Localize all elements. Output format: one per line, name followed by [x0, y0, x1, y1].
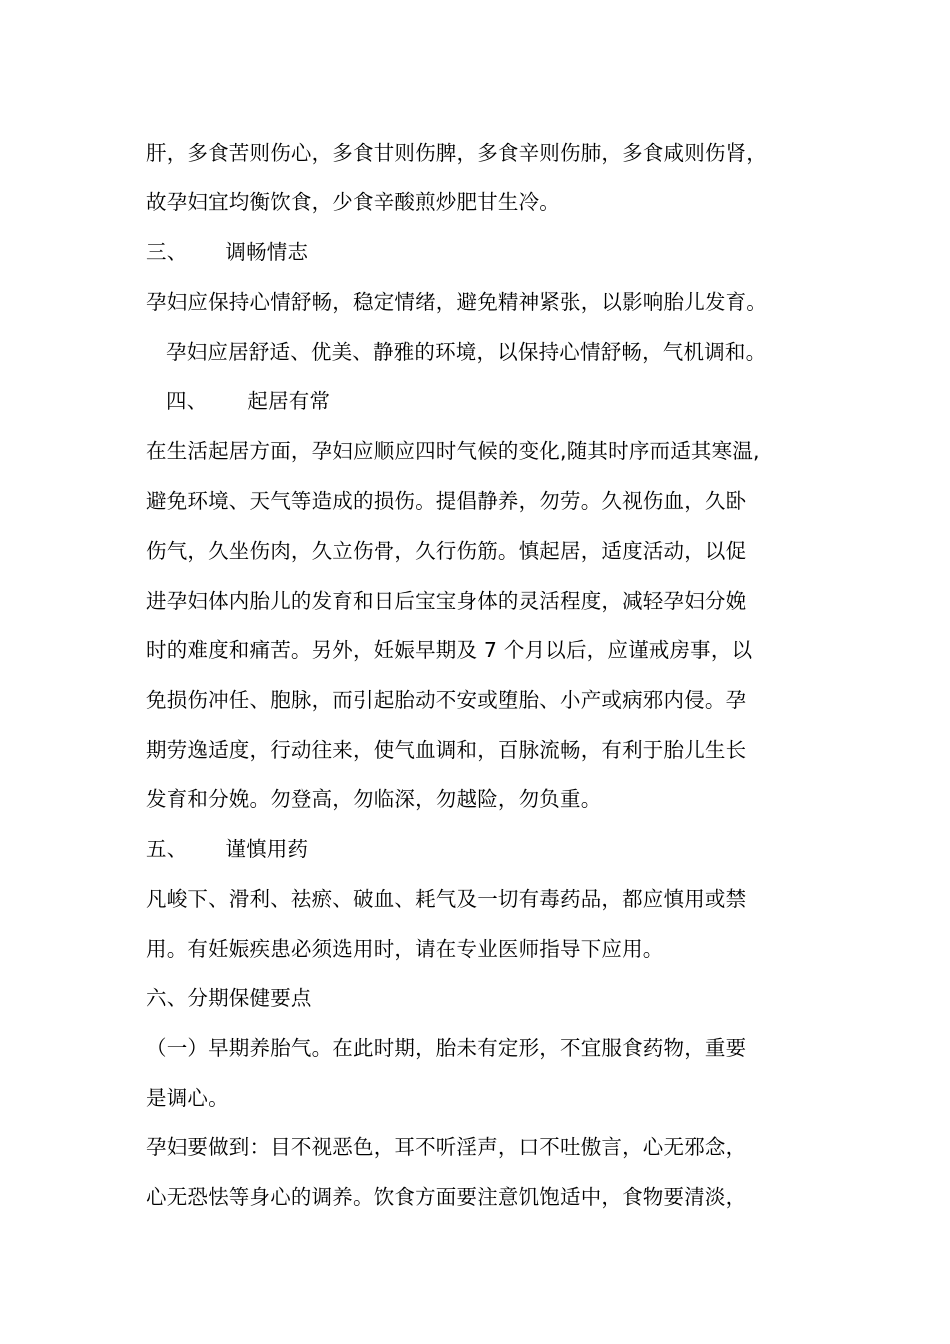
paragraph-line: 发育和分娩。勿登高，勿临深，勿越险，勿负重。 — [146, 787, 602, 811]
paragraph-line: 用。有妊娠疾患必须选用时，请在专业医师指导下应用。 — [146, 937, 664, 961]
paragraph-line: （一）早期养胎气。在此时期，胎未有定形，不宜服食药物，重要 — [146, 1036, 747, 1060]
paragraph-line: 免损伤冲任、胞脉，而引起胎动不安或堕胎、小产或病邪内侵。孕 — [146, 688, 747, 712]
paragraph-line: 在生活起居方面，孕妇应顺应四时气候的变化,随其时序而适其寒温, — [146, 439, 760, 463]
paragraph-line: 肝，多食苦则伤心，多食甘则伤脾，多食辛则伤肺，多食咸则伤肾， — [146, 141, 767, 165]
paragraph-line: 伤气，久坐伤肉，久立伤骨，久行伤筋。慎起居，适度活动，以促 — [146, 539, 747, 563]
section-heading-6: 六、分期保健要点 — [146, 986, 312, 1010]
paragraph-line: 故孕妇宜均衡饮食，少食辛酸煎炒肥甘生冷。 — [146, 190, 560, 214]
section-heading-5 — [146, 836, 308, 862]
section-number: 四、 — [166, 389, 208, 413]
section-heading-3 — [146, 239, 308, 265]
paragraph-line: 孕妇应居舒适、优美、静雅的环境，以保持心情舒畅，气机调和。 — [166, 340, 767, 364]
paragraph-line: 进孕妇体内胎儿的发育和日后宝宝身体的灵活程度，减轻孕妇分娩 — [146, 589, 747, 613]
paragraph-line: 凡峻下、滑利、祛瘀、破血、耗气及一切有毒药品，都应慎用或禁 — [146, 887, 747, 911]
paragraph-line: 心无恐怯等身心的调养。饮食方面要注意饥饱适中，食物要清淡， — [146, 1185, 747, 1209]
paragraph-line: 期劳逸适度，行动往来，使气血调和，百脉流畅，有利于胎儿生长 — [146, 738, 747, 762]
section-title: 调畅情志 — [225, 240, 309, 264]
paragraph-line: 是调心。 — [146, 1086, 229, 1110]
paragraph-line: 孕妇应保持心情舒畅，稳定情绪，避免精神紧张，以影响胎儿发育。 — [146, 290, 767, 314]
paragraph-line: 避免环境、天气等造成的损伤。提倡静养，勿劳。久视伤血，久卧 — [146, 489, 747, 513]
section-title: 谨慎用药 — [225, 837, 309, 861]
section-title: 起居有常 — [247, 389, 331, 413]
section-number: 五、 — [146, 837, 188, 861]
section-number: 三、 — [146, 240, 188, 264]
paragraph-line: 孕妇要做到：目不视恶色，耳不听淫声，口不吐傲言，心无邪念， — [146, 1135, 747, 1159]
paragraph-line: 时的难度和痛苦。另外，妊娠早期及 7 个月以后，应谨戒房事，以 — [146, 638, 753, 662]
section-heading-4 — [166, 388, 330, 414]
